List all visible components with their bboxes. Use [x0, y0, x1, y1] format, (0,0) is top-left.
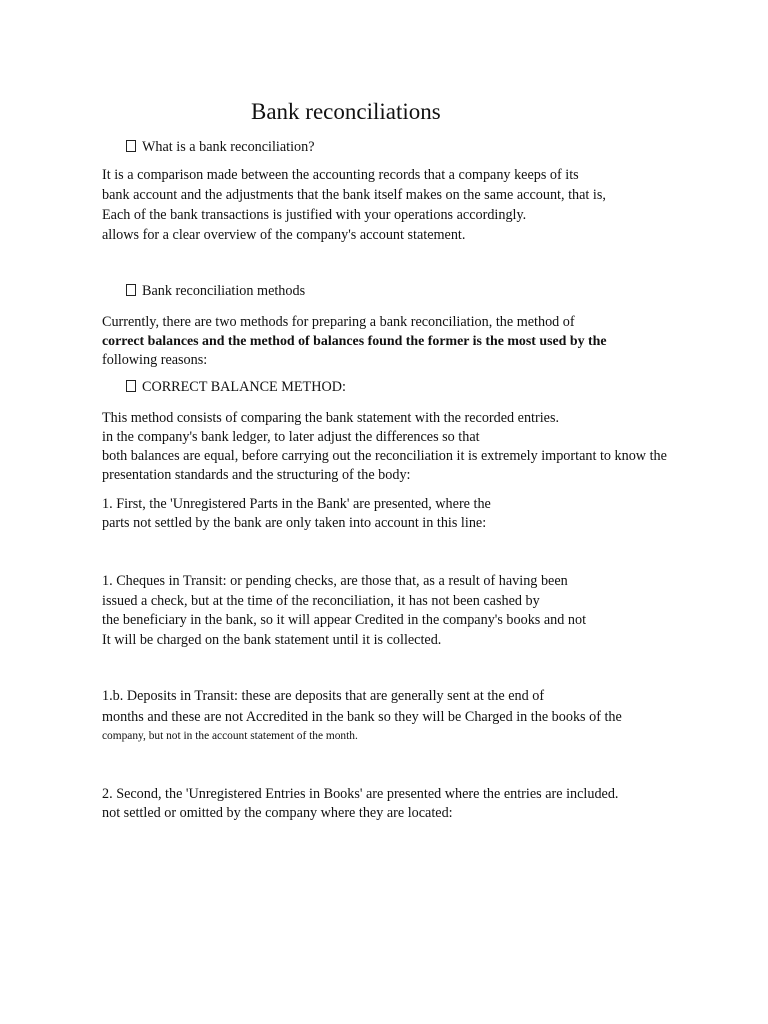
checkbox-bullet-icon [126, 380, 136, 392]
paragraph-line: the beneficiary in the bank, so it will appear Credited in the company's books and not [102, 612, 587, 628]
paragraph-line-small: company, but not in the account statement of the month. [102, 730, 358, 742]
paragraph-line: not settled or omitted by the company where they are located: [102, 805, 453, 821]
paragraph-line: both balances are equal, before carrying out the reconciliation it is extremely important to know the [102, 448, 667, 464]
paragraph-line: This method consists of comparing the bank statement with the recorded entries. [102, 410, 560, 426]
page-title: Bank reconciliations [251, 99, 441, 124]
paragraph-line: months and these are not Accredited in the bank so they will be Charged in the books of the [102, 709, 622, 725]
paragraph-line: bank account and the adjustments that the bank itself makes on the same account, that is, [102, 187, 606, 203]
paragraph-line: It will be charged on the bank statement until it is collected. [102, 632, 442, 648]
checkbox-bullet-icon [126, 284, 136, 296]
paragraph-line: 1.b. Deposits in Transit: these are deposits that are generally sent at the end of [102, 688, 545, 704]
heading-methods: Bank reconciliation methods [126, 282, 305, 301]
heading-what-is: What is a bank reconciliation? [126, 138, 315, 157]
paragraph-line-bold: correct balances and the method of balances found the former is the most used by the [102, 334, 607, 349]
paragraph-line: following reasons: [102, 352, 208, 368]
paragraph-line: parts not settled by the bank are only taken into account in this line: [102, 515, 487, 531]
paragraph-line: Currently, there are two methods for preparing a bank reconciliation, the method of [102, 314, 575, 330]
paragraph-line: Each of the bank transactions is justified with your operations accordingly. [102, 207, 527, 223]
paragraph-line: 1. First, the 'Unregistered Parts in the Bank' are presented, where the [102, 496, 491, 512]
paragraph-line: 1. Cheques in Transit: or pending checks, are those that, as a result of having been [102, 573, 568, 589]
paragraph-line: presentation standards and the structuring of the body: [102, 467, 411, 483]
paragraph-line: It is a comparison made between the accounting records that a company keeps of its [102, 167, 579, 183]
paragraph-line: allows for a clear overview of the company's account statement. [102, 227, 466, 243]
paragraph-line: 2. Second, the 'Unregistered Entries in Books' are presented where the entries are included. [102, 786, 619, 802]
paragraph-line: in the company's bank ledger, to later adjust the differences so that [102, 429, 480, 445]
paragraph-line: issued a check, but at the time of the reconciliation, it has not been cashed by [102, 593, 540, 609]
heading-correct-balance: CORRECT BALANCE METHOD: [126, 378, 346, 397]
checkbox-bullet-icon [126, 140, 136, 152]
